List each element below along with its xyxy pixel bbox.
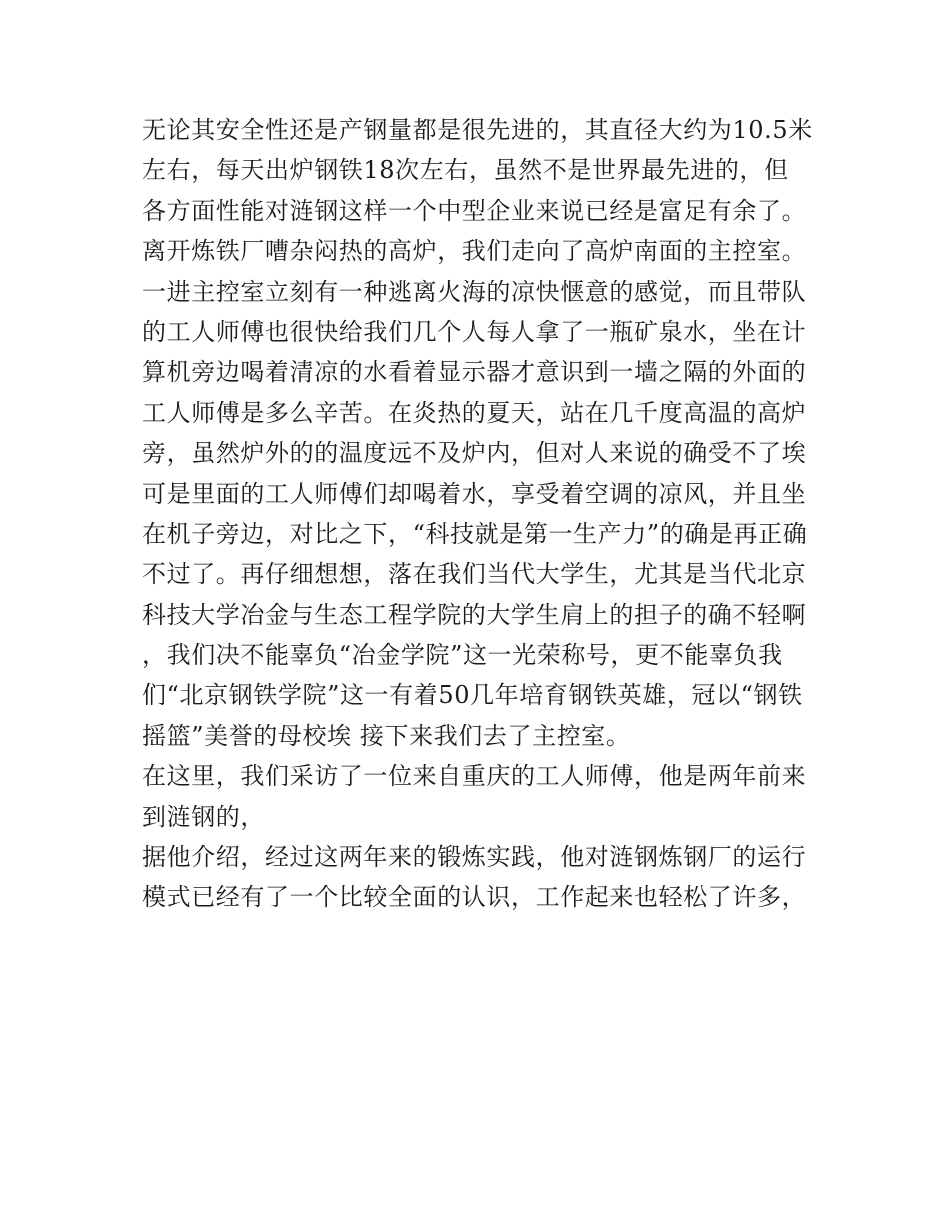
text-line: 模式已经有了一个比较全面的认识，工作起来也轻松了许多，: [142, 883, 807, 912]
text-line: 工人师傅是多么辛苦。在炎热的夏天，站在几千度高温的高炉: [142, 398, 807, 427]
text-line: 算机旁边喝着清凉的水看着显示器才意识到一墙之隔的外面的: [142, 358, 807, 387]
body-text: [142, 110, 822, 918]
text-line: 可是里面的工人师傅们却喝着水，享受着空调的凉风，并且坐: [142, 479, 807, 508]
text-line: 各方面性能对涟钢这样一个中型企业来说已经是富足有余了。: [142, 196, 807, 225]
text-line: 到涟钢的，: [142, 802, 265, 831]
text-line: 在这里，我们采访了一位来自重庆的工人师傅，他是两年前来: [142, 762, 807, 791]
text-line: 在机子旁边，对比之下，“科技就是第一生产力”的确是再正确: [142, 519, 808, 548]
text-line: ，我们决不能辜负“冶金学院”这一光荣称号，更不能辜负我: [142, 641, 783, 670]
text-line: 们“北京钢铁学院”这一有着50几年培育钢铁英雄，冠以“钢铁: [142, 681, 803, 710]
text-line: 无论其安全性还是产钢量都是很先进的，其直径大约为10.5米: [142, 116, 813, 144]
text-line: 摇篮”美誉的母校埃 接下来我们去了主控室。: [142, 721, 631, 750]
text-line: 据他介绍，经过这两年来的锻炼实践，他对涟钢炼钢厂的运行: [142, 843, 807, 872]
text-line: 旁，虽然炉外的的温度远不及炉内，但对人来说的确受不了埃: [142, 439, 807, 468]
text-line: 离开炼铁厂嘈杂闷热的高炉，我们走向了高炉南面的主控室。: [142, 237, 807, 266]
text-line: 一进主控室立刻有一种逃离火海的凉快惬意的感觉，而且带队: [142, 277, 807, 306]
text-line: 科技大学冶金与生态工程学院的大学生肩上的担子的确不轻啊: [142, 600, 807, 629]
text-line: 左右，每天出炉钢铁18次左右，虽然不是世界最先进的，但: [142, 156, 789, 185]
text-line: 不过了。再仔细想想，落在我们当代大学生，尤其是当代北京: [142, 560, 807, 589]
text-line: 的工人师傅也很快给我们几个人每人拿了一瓶矿泉水，坐在计: [142, 317, 807, 346]
